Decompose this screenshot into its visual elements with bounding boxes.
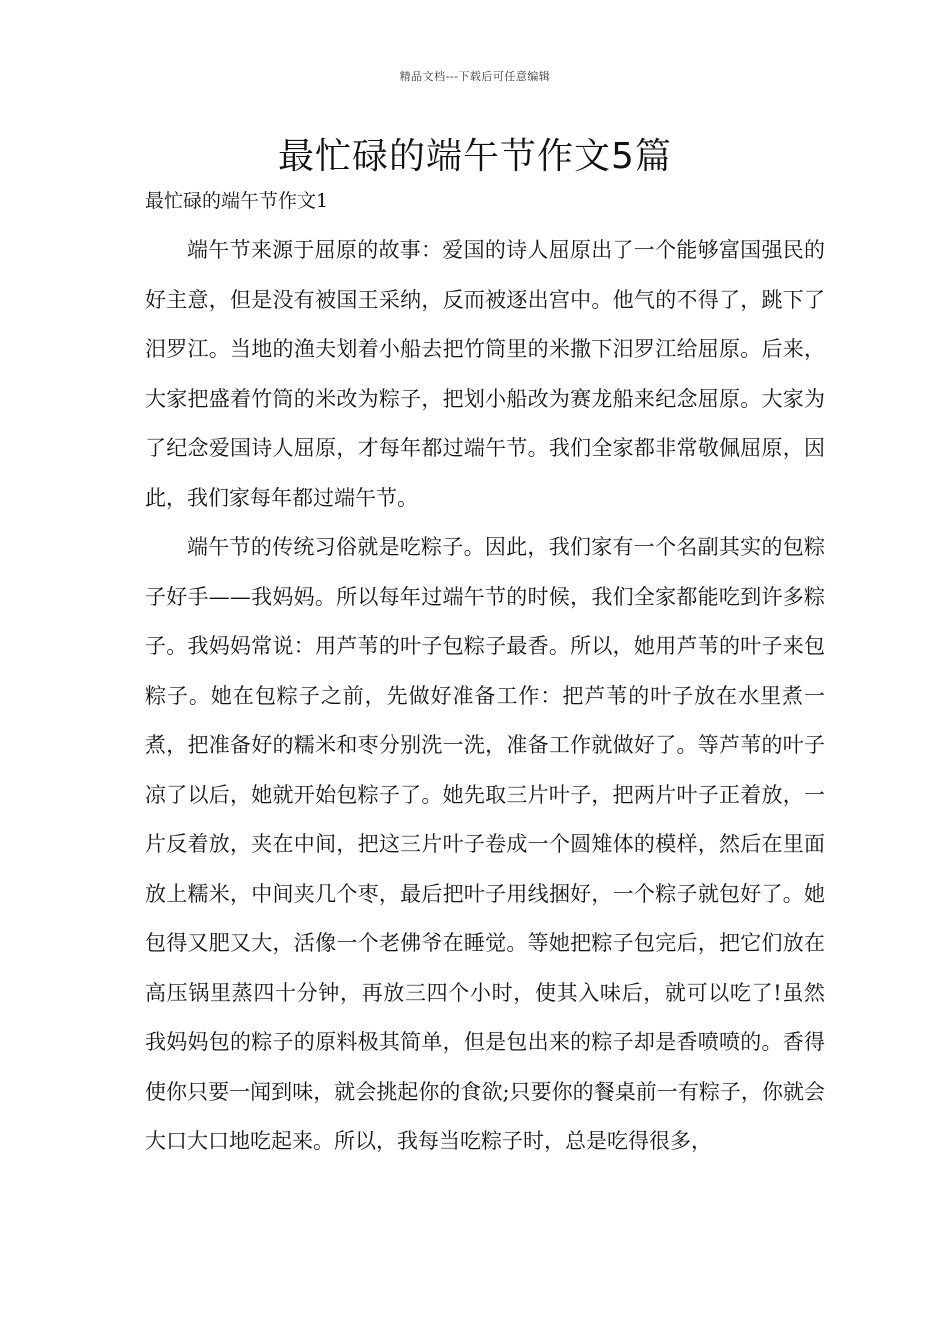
paragraph-2: 端午节的传统习俗就是吃粽子。因此，我们家有一个名副其实的包粽子好手——我妈妈。所以每年过端午节的时候，我们全家都能吃到许多粽子。我妈妈常说：用芦苇的叶子包粽子最香。所以，她用芦苇的叶子来包粽子。她在包粽子之前，先做好准备工作：把芦苇的叶子放在水里煮一煮，把准备好的糯米和枣分别洗一洗，准备工作就做好了。等芦苇的叶子凉了以后，她就开始包粽子了。她先取三片叶子，把两片叶子正着放，一片反着放，夹在中间，把这三片叶子卷成一个圆雉体的模样，然后在里面放上糯米，中间夹几个枣，最后把叶子用线捆好，一个粽子就包好了。她包得又肥又大，活像一个老佛爷在睡觉。等她把粽子包完后，把它们放在高压锅里蒸四十分钟，再放三四个小时，使其入味后，就可以吃了!虽然我妈妈包的粽子的原料极其简单，但是包出来的粽子却是香喷喷的。香得使你只要一闻到味，就会挑起你的食欲;只要你的餐桌前一有粽子，你就会大口大口地吃起来。所以，我每当吃粽子时，总是吃得很多，	[145, 535, 825, 1153]
section-heading: 最忙碌的端午节作文1	[145, 190, 329, 212]
paragraph-1: 端午节来源于屈原的故事：爱国的诗人屈原出了一个能够富国强民的好主意，但是没有被国王采纳，反而被逐出宫中。他气的不得了，跳下了汨罗江。当地的渔夫划着小船去把竹筒里的米撒下汨罗江给屈原。后来，大家把盛着竹筒的米改为粽子，把划小船改为赛龙船来纪念屈原。大家为了纪念爱国诗人屈原，才每年都过端午节。我们全家都非常敬佩屈原，因此，我们家每年都过端午节。	[145, 238, 825, 510]
body-text	[145, 226, 825, 1167]
document-title: 最忙碌的端午节作文5篇	[278, 136, 672, 177]
header-note: 精品文档---下载后可任意编辑	[399, 70, 551, 83]
